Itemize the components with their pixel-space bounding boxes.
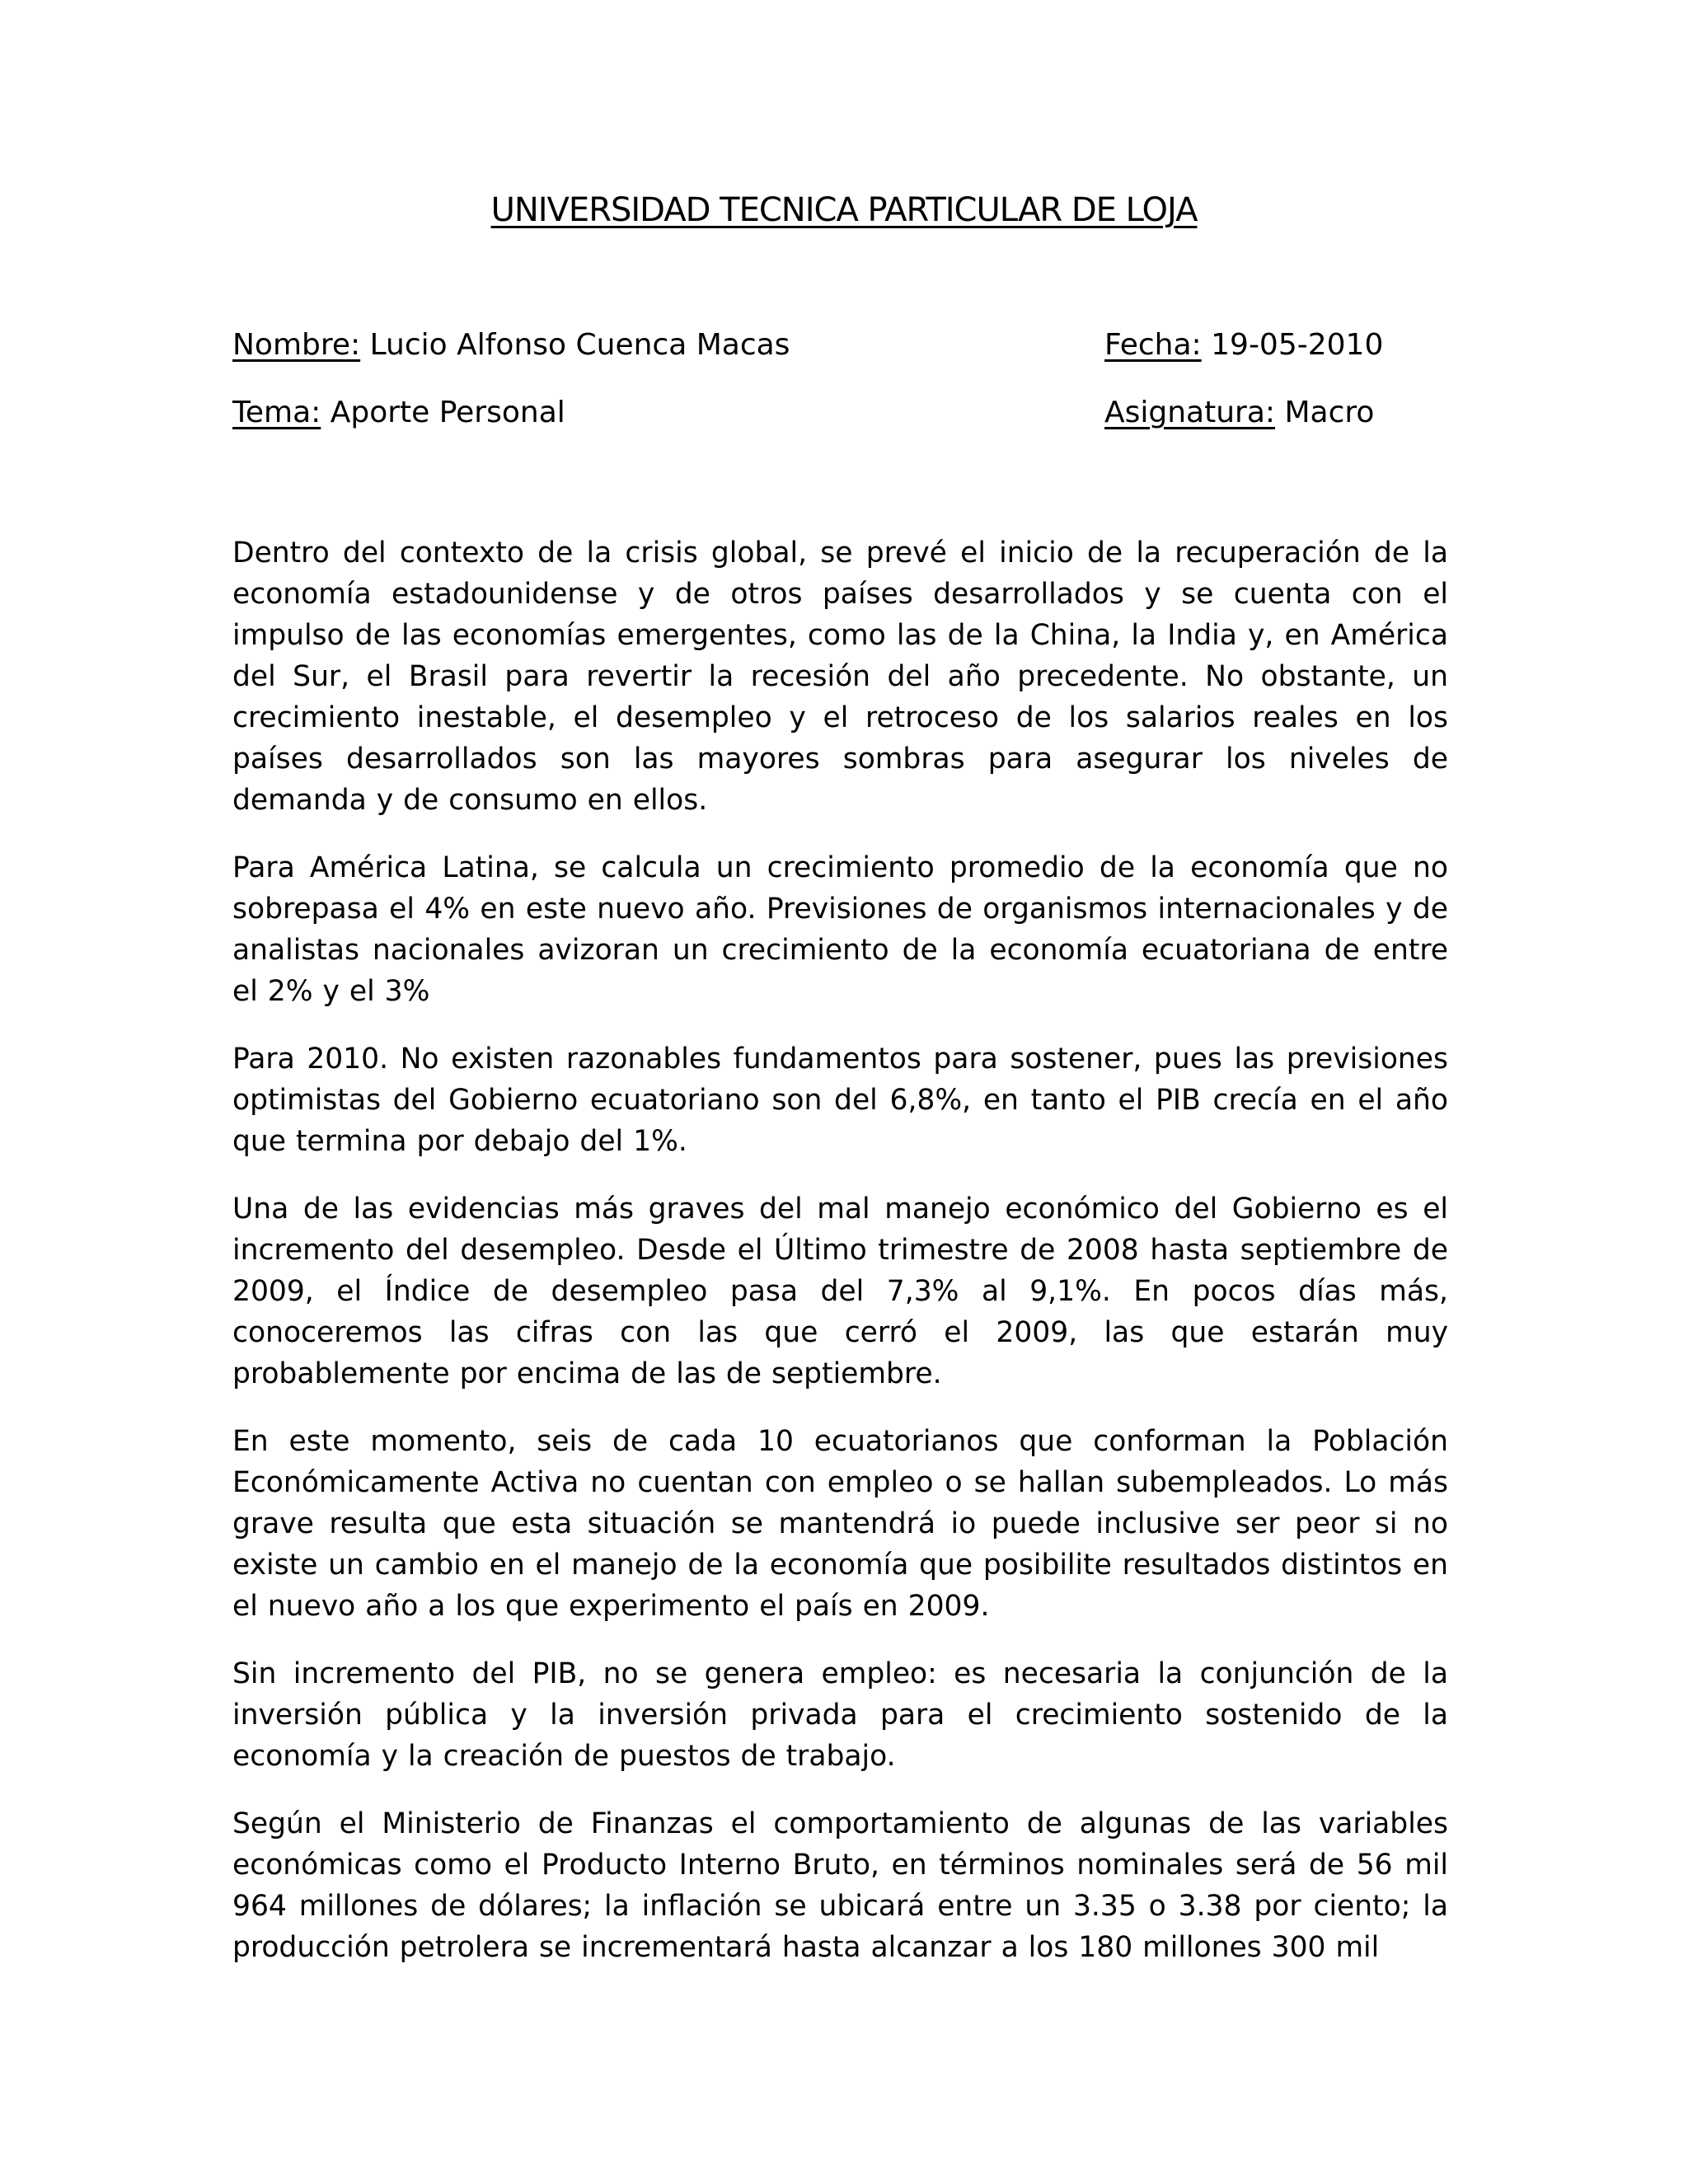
paragraph: Una de las evidencias más graves del mal manejo económico del Gobierno es el incremento del desempleo. Desde el Último trimestre de 2008 hasta septiembre de 2009, el Índice de desempleo pasa del 7,3% al 9,1%. En pocos días más, conoceremos las cifras con las que cerró el 2009, las que estarán muy probablemente por encima de las de septiembre. [232, 1193, 1448, 1390]
tema-field [232, 396, 565, 429]
nombre-label: Nombre: [232, 328, 361, 362]
tema-value: Aporte Personal [321, 396, 565, 429]
paragraph: Según el Ministerio de Finanzas el comportamiento de algunas de las variables económicas como el Producto Interno Bruto, en términos nominales será de 56 mil 964 millones de dólares; la inflación se ubicará entre un 3.35 o 3.38 por ciento; la producción petrolera se incrementará hasta alcanzar a los 180 millones 300 mil [232, 1807, 1448, 1964]
paragraph: Para 2010. No existen razonables fundamentos para sostener, pues las previsiones optimistas del Gobierno ecuatoriano son del 6,8%, en tanto el PIB crecía en el año que termina por debajo del 1%. [232, 1043, 1448, 1158]
paragraph: Sin incremento del PIB, no se genera empleo: es necesaria la conjunción de la inversión pública y la inversión privada para el crecimiento sostenido de la economía y la creación de puestos de trabajo. [232, 1657, 1448, 1773]
fecha-label: Fecha: [1104, 328, 1202, 362]
tema-label: Tema: [232, 396, 321, 429]
document-body [232, 532, 1448, 1968]
paragraph: Para América Latina, se calcula un crecimiento promedio de la economía que no sobrepasa el 4% en este nuevo año. Previsiones de organismos internacionales y de analistas nacionales avizoran un crecimiento de la economía ecuatoriana de entre el 2% y el 3% [232, 851, 1448, 1008]
fecha-value: 19-05-2010 [1201, 328, 1384, 362]
university-title: UNIVERSIDAD TECNICA PARTICULAR DE LOJA [490, 191, 1198, 229]
paragraph: Dentro del contexto de la crisis global, se prevé el inicio de la recuperación de la economía estadounidense y de otros países desarrollados y se cuenta con el impulso de las economías emergentes, como las de la China, la India y, en América del Sur, el Brasil para revertir la recesión del año precedente. No obstante, un crecimiento inestable, el desempleo y el retroceso de los salarios reales en los países desarrollados son las mayores sombras para asegurar los niveles de demanda y de consumo en ellos. [232, 537, 1448, 817]
asignatura-field [1104, 396, 1374, 429]
asignatura-label: Asignatura: [1104, 396, 1276, 429]
paragraph: En este momento, seis de cada 10 ecuatorianos que conforman la Población Económicamente Activa no cuentan con empleo o se hallan subempleados. Lo más grave resulta que esta situación se mantendrá io puede inclusive ser peor si no existe un cambio en el manejo de la economía que posibilite resultados distintos en el nuevo año a los que experimento el país en 2009. [232, 1425, 1448, 1623]
fecha-field [1104, 328, 1383, 362]
asignatura-value: Macro [1275, 396, 1375, 429]
nombre-field [232, 328, 790, 362]
nombre-value: Lucio Alfonso Cuenca Macas [360, 328, 790, 362]
